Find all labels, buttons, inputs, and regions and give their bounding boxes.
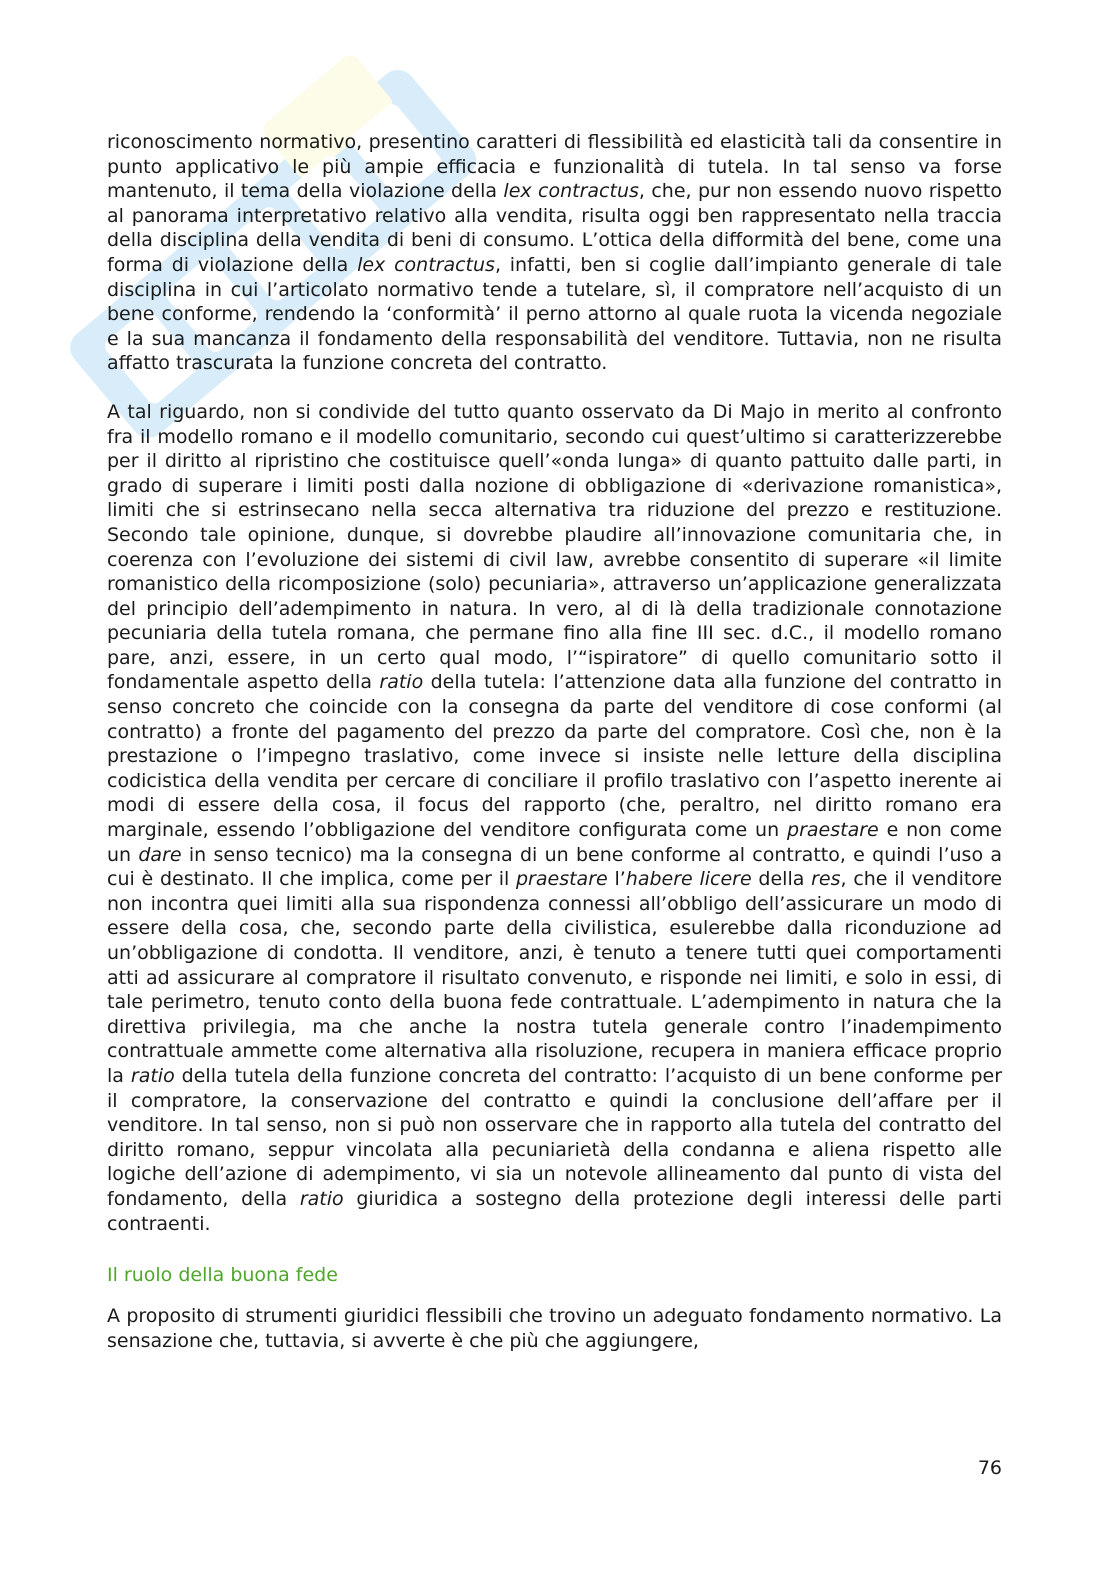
text-run: della — [751, 868, 812, 891]
text-run: , infatti, ben si coglie dall’impianto generale di tale disciplina in cui l’articolato normativo tende a tutelare, sì, il compratore nell’acquisto di un bene conforme, rendendo la ‘conformità’ il perno attorno al quale ruota la vicenda negoziale e la sua mancanza il fondamento della responsabilità del venditore. Tuttavia, non ne risulta affatto trascurata la funzione concreta del contratto. — [107, 253, 1002, 375]
italic-term: dare — [138, 843, 182, 866]
text-run: riconoscimento normativo, presentino caratteri di flessibilità ed elasticità tali da consentire in punto applicativo le più ampie efficacia e funzionalità di tutela. In tal senso va forse mantenuto, il tema della violazione della — [107, 131, 1002, 203]
italic-term: praestare — [787, 819, 879, 842]
italic-term: lex contractus — [503, 180, 639, 203]
paragraph-1 — [107, 130, 1002, 376]
italic-term: praestare — [516, 868, 608, 891]
italic-term: habere licere — [625, 868, 752, 891]
text-run: , che il venditore non incontra quei limiti alla sua rispondenza connessi all’obbligo dell’assicurare un modo di essere della cosa, che, secondo parte della civilistica, esulerebbe dalla riconduzione ad un’obbligazione di condotta. Il venditore, anzi, è tenuto a tenere tutti quei comportamenti atti ad assicurare al compratore il risultato convenuto, e risponde nei limiti, e solo in essi, di tale perimetro, tenuto conto della buona fede contrattuale. L’adempimento in natura che la direttiva privilegia, ma che anche la nostra tutela generale contro l’inadempimento contrattuale ammette come alternativa alla risoluzione, recupera in maniera efficace proprio la — [107, 868, 1003, 1087]
text-run: A tal riguardo, non si condivide del tutto quanto osservato da Di Majo in merito al confronto fra il modello romano e il modello comunitario, secondo cui quest’ultimo si caratterizzerebbe per il diritto al ripristino che costituisce quell’«onda lunga» di quanto pattuito dalle parti, in grado di superare i limiti posti dalla nozione di obbligazione di «derivazione romanistica», limiti che si estrinsecano nella secca alternativa tra riduzione del prezzo e restituzione. Secondo tale opinione, dunque, si dovrebbe plaudire all’innovazione comunitaria che, in coerenza con l’evoluzione dei sistemi di civil law, avrebbe consentito di superare «il limite romanistico della ricomposizione (solo) pecuniaria», attraverso un’applicazione generalizzata del principio dell’adempimento in natura. In vero, al di là della tradizionale connotazione pecuniaria della tutela romana, che permane fino alla fine III sec. d.C., il modello romano pare, anzi, essere, in un certo qual modo, l’“ispiratore” di quello comunitario sotto il fondamentale aspetto della — [107, 400, 1002, 694]
paragraph-2 — [107, 400, 1002, 1236]
italic-term: ratio — [130, 1064, 175, 1087]
text-run: della tutela: l’attenzione data alla funzione del contratto in senso concreto che coincide con la consegna da parte del venditore di cose conformi (al contratto) a fronte del pagamento del prezzo da parte del compratore. Così che, non è la prestazione o l’impegno traslativo, come invece si insiste nelle letture della disciplina codicistica della vendita per cercare di conciliare il profilo traslativo con l’aspetto inerente ai modi di essere della cosa, il focus del rapporto (che, peraltro, nel diritto romano era marginale, essendo l’obbligazione del venditore configurata come un — [107, 671, 1002, 842]
italic-term: res — [811, 868, 841, 891]
page-number: 76 — [977, 1457, 1002, 1479]
text-run: della tutela della funzione concreta del contratto: l’acquisto di un bene conforme per il compratore, la conservazione del contratto e quindi la conclusione dell’affare per il venditore. In tal senso, non si può non osservare che in rapporto alla tutela del contratto del diritto romano, seppur vincolata alla pecuniarietà della condanna e aliena rispetto alle logiche dell’azione di adempimento, vi sia un notevole allineamento dal punto di vista del fondamento, della — [107, 1064, 1003, 1210]
text-run: giuridica a sostegno della protezione degli interessi delle parti contraenti. — [107, 1187, 1002, 1235]
text-run: , che, pur non essendo nuovo rispetto al panorama interpretativo relativo alla vendita, risulta oggi ben rappresentato nella traccia della disciplina della vendita di beni di consumo. L’ottica della difformità del bene, come una forma di violazione della — [107, 180, 1002, 276]
italic-term: ratio — [379, 671, 424, 694]
section-heading: Il ruolo della buona fede — [107, 1264, 338, 1287]
italic-term: ratio — [299, 1187, 344, 1210]
text-run: l’ — [607, 868, 626, 891]
text-run: e non come un — [107, 819, 1002, 866]
italic-term: lex contractus — [357, 253, 495, 276]
text-run: in senso tecnico) ma la consegna di un bene conforme al contratto, e quindi l’uso a cui è destinato. Il che implica, come per il — [107, 843, 1002, 891]
document-body — [107, 130, 1002, 1353]
paragraph-3: A proposito di strumenti giuridici flessibili che trovino un adeguato fondamento normativo. La sensazione che, tuttavia, si avverte è che più che aggiungere, — [107, 1305, 1002, 1352]
